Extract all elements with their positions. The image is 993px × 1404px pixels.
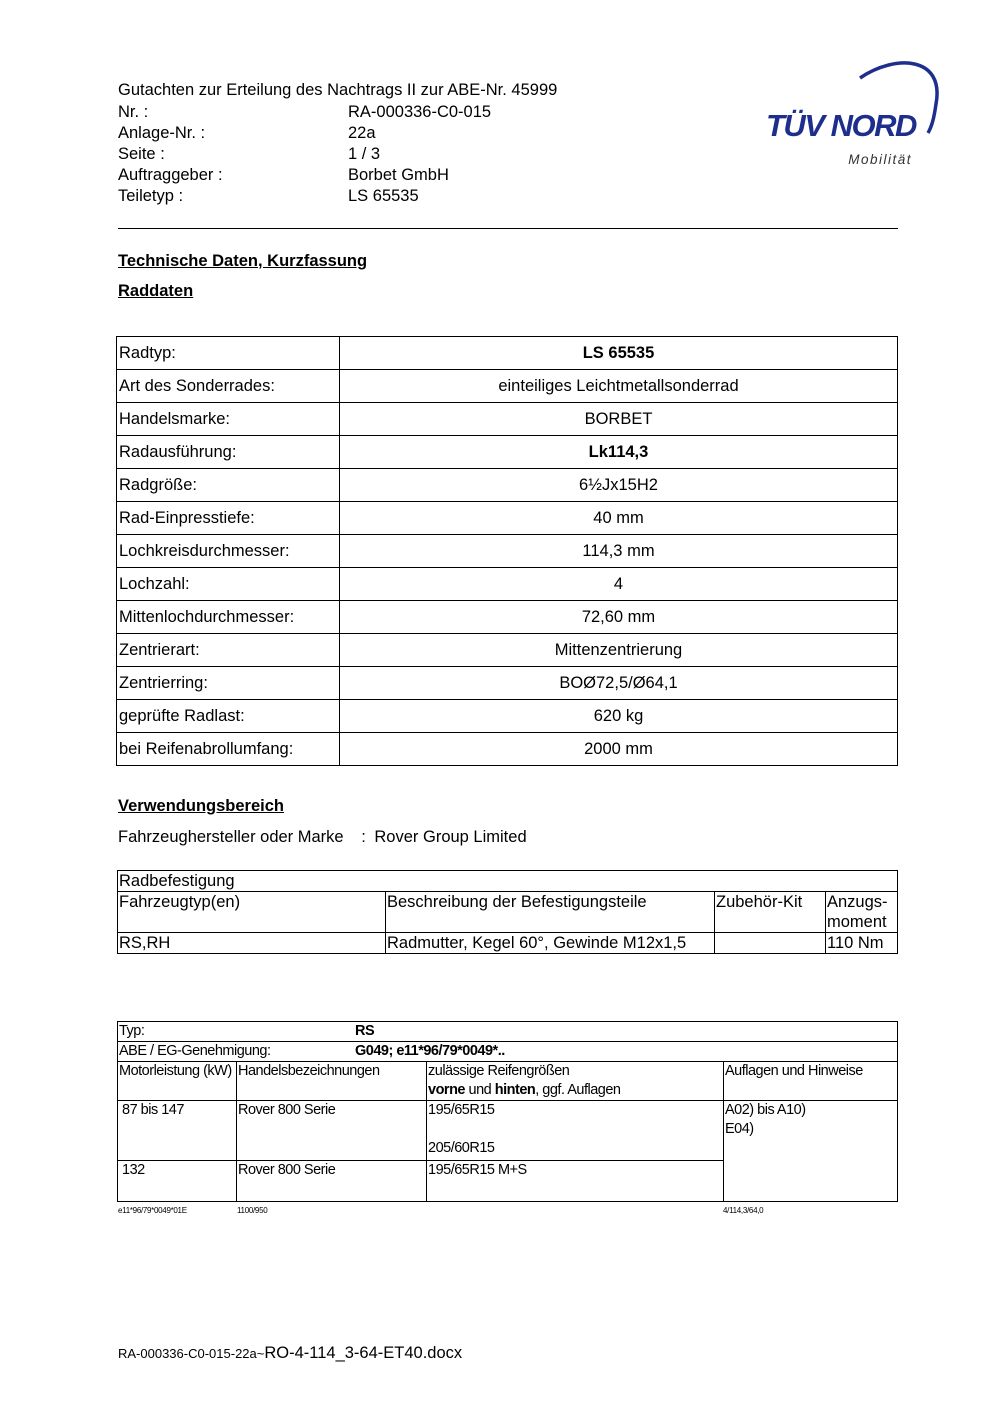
note-item: A02) bis A10) [725, 1102, 806, 1118]
fastening-header-description: Beschreibung der Befestigungsteile [386, 892, 715, 933]
header-row [118, 102, 491, 123]
wheel-data-row [117, 403, 898, 436]
type-row [118, 1022, 898, 1042]
approval-label: ABE / EG-Genehmigung: [119, 1043, 271, 1059]
header-row [118, 186, 491, 207]
header-divider [118, 228, 898, 229]
row1-power: 87 bis 147 [118, 1101, 237, 1161]
wheel-data-row [117, 601, 898, 634]
wheel-data-label: Art des Sonderrades: [117, 370, 340, 403]
fastening-header-kit: Zubehör-Kit [715, 892, 826, 933]
wheel-data-value: 4 [340, 568, 898, 601]
wheel-data-value: 114,3 mm [340, 535, 898, 568]
wheel-data-row [117, 667, 898, 700]
section-title-tech: Technische Daten, Kurzfassung [118, 252, 368, 270]
wheel-data-label: Radtyp: [117, 337, 340, 370]
header-row [118, 123, 491, 144]
header-tyres-rest: , ggf. Auflagen [535, 1082, 621, 1098]
wheel-data-value: 72,60 mm [340, 601, 898, 634]
header-power: Motorleistung (kW) [118, 1062, 237, 1101]
page-footer [118, 1344, 462, 1363]
wheel-data-value: einteiliges Leichtmetallsonderrad [340, 370, 898, 403]
header-tyres-line1: zulässige Reifengrößen [428, 1063, 570, 1079]
footer-prefix: RA-000336-C0-015-22a~ [118, 1346, 265, 1361]
header-label: Teiletyp : [118, 187, 184, 205]
wheel-data-row [117, 337, 898, 370]
tyre-size: 195/65R15 [428, 1102, 495, 1118]
wheel-data-label: Lochzahl: [117, 568, 340, 601]
wheel-data-row [117, 502, 898, 535]
wheel-data-row [117, 436, 898, 469]
wheel-data-label: Rad-Einpresstiefe: [117, 502, 340, 535]
header-tyres-line2 [428, 1081, 722, 1100]
fastening-table [117, 870, 898, 954]
header-value: LS 65535 [348, 187, 419, 205]
row2-trade-names: Rover 800 Serie [237, 1161, 427, 1202]
fastening-cell-types: RS,RH [118, 933, 386, 954]
type-label: Typ: [119, 1023, 145, 1039]
manufacturer-value: Rover Group Limited [374, 828, 527, 846]
tuv-nord-logo [760, 56, 950, 176]
wheel-data-label: Lochkreisdurchmesser: [117, 535, 340, 568]
footnote-bolt: 4/114,3/64,0 [723, 1206, 764, 1215]
approval-value: G049; e11*96/79*0049*.. [355, 1043, 505, 1059]
wheel-data-row [117, 469, 898, 502]
wheel-data-row [117, 700, 898, 733]
wheel-data-label: Radgröße: [117, 469, 340, 502]
wheel-data-label: geprüfte Radlast: [117, 700, 340, 733]
note-item: E04) [725, 1121, 754, 1137]
wheel-data-value: 620 kg [340, 700, 898, 733]
tyre-size-spacer [428, 1120, 722, 1139]
fastening-title: Radbefestigung [118, 871, 898, 892]
fastening-cell-torque: 110 Nm [826, 933, 898, 954]
wheel-data-label: Handelsmarke: [117, 403, 340, 436]
header-label: Auftraggeber : [118, 166, 223, 184]
wheel-data-value: Lk114,3 [340, 436, 898, 469]
logo-subtitle: Mobilität [848, 152, 912, 167]
row2-tyres [427, 1161, 724, 1202]
header-value: RA-000336-C0-015 [348, 103, 492, 121]
header-notes: Auflagen und Hinweise [724, 1062, 898, 1101]
tyre-size: 205/60R15 [428, 1140, 495, 1156]
wheel-data-value: 6½Jx15H2 [340, 469, 898, 502]
fastening-header-types: Fahrzeugtyp(en) [118, 892, 386, 933]
wheel-data-row [117, 568, 898, 601]
footnote-approval: e11*96/79*0049*01E [118, 1206, 187, 1215]
wheel-data-row [117, 733, 898, 766]
header-trade-names: Handelsbezeichnungen [237, 1062, 427, 1101]
wheel-data-value: LS 65535 [340, 337, 898, 370]
header-tyres-front: vorne [428, 1082, 465, 1098]
header-label: Anlage-Nr. : [118, 124, 206, 142]
wheel-data-label: bei Reifenabrollumfang: [117, 733, 340, 766]
document-title: Gutachten zur Erteilung des Nachtrags II zur ABE-Nr. 45999 [118, 81, 558, 99]
wheel-data-row [117, 535, 898, 568]
wheel-data-value: BOØ72,5/Ø64,1 [340, 667, 898, 700]
wheel-data-row [117, 634, 898, 667]
header-tyres-and: und [465, 1082, 495, 1098]
approval-row [118, 1042, 898, 1062]
section-title-wheel: Raddaten [118, 282, 194, 300]
header-label: Nr. : [118, 103, 149, 121]
wheel-data-value: 2000 mm [340, 733, 898, 766]
wheel-data-label: Radausführung: [117, 436, 340, 469]
fastening-cell-kit [715, 933, 826, 954]
footer-filename: RO-4-114_3-64-ET40.docx [264, 1344, 463, 1362]
header-label: Seite : [118, 145, 165, 163]
logo-brand: TÜV NORD [766, 108, 916, 143]
header-fields [118, 102, 491, 207]
wheel-data-table [116, 336, 898, 766]
header-value: 1 / 3 [348, 145, 381, 163]
notes-cell [724, 1101, 898, 1202]
wheel-data-label: Zentrierring: [117, 667, 340, 700]
header-row [118, 165, 491, 186]
section-title-usage: Verwendungsbereich [118, 797, 284, 815]
row2-power: 132 [118, 1161, 237, 1202]
manufacturer-label: Fahrzeughersteller oder Marke [118, 828, 344, 846]
fastening-header-torque: Anzugs-moment [826, 892, 898, 933]
header-tyres [427, 1062, 724, 1101]
header-row [118, 144, 491, 165]
vehicle-type-table [117, 1021, 898, 1202]
footnote-load: 1100/950 [237, 1206, 268, 1215]
type-value: RS [355, 1023, 375, 1039]
wheel-data-value: BORBET [340, 403, 898, 436]
manufacturer-separator: : [361, 828, 366, 846]
header-tyres-rear: hinten [494, 1082, 536, 1098]
header-value: Borbet GmbH [348, 166, 449, 184]
wheel-data-label: Mittenlochdurchmesser: [117, 601, 340, 634]
wheel-data-value: Mittenzentrierung [340, 634, 898, 667]
tyre-size: 195/65R15 M+S [428, 1162, 527, 1178]
header-value: 22a [348, 124, 376, 142]
row1-tyres [427, 1101, 724, 1161]
row1-trade-names: Rover 800 Serie [237, 1101, 427, 1161]
wheel-data-value: 40 mm [340, 502, 898, 535]
wheel-data-row [117, 370, 898, 403]
fastening-cell-description: Radmutter, Kegel 60°, Gewinde M12x1,5 [386, 933, 715, 954]
manufacturer-line [118, 828, 527, 847]
wheel-data-label: Zentrierart: [117, 634, 340, 667]
